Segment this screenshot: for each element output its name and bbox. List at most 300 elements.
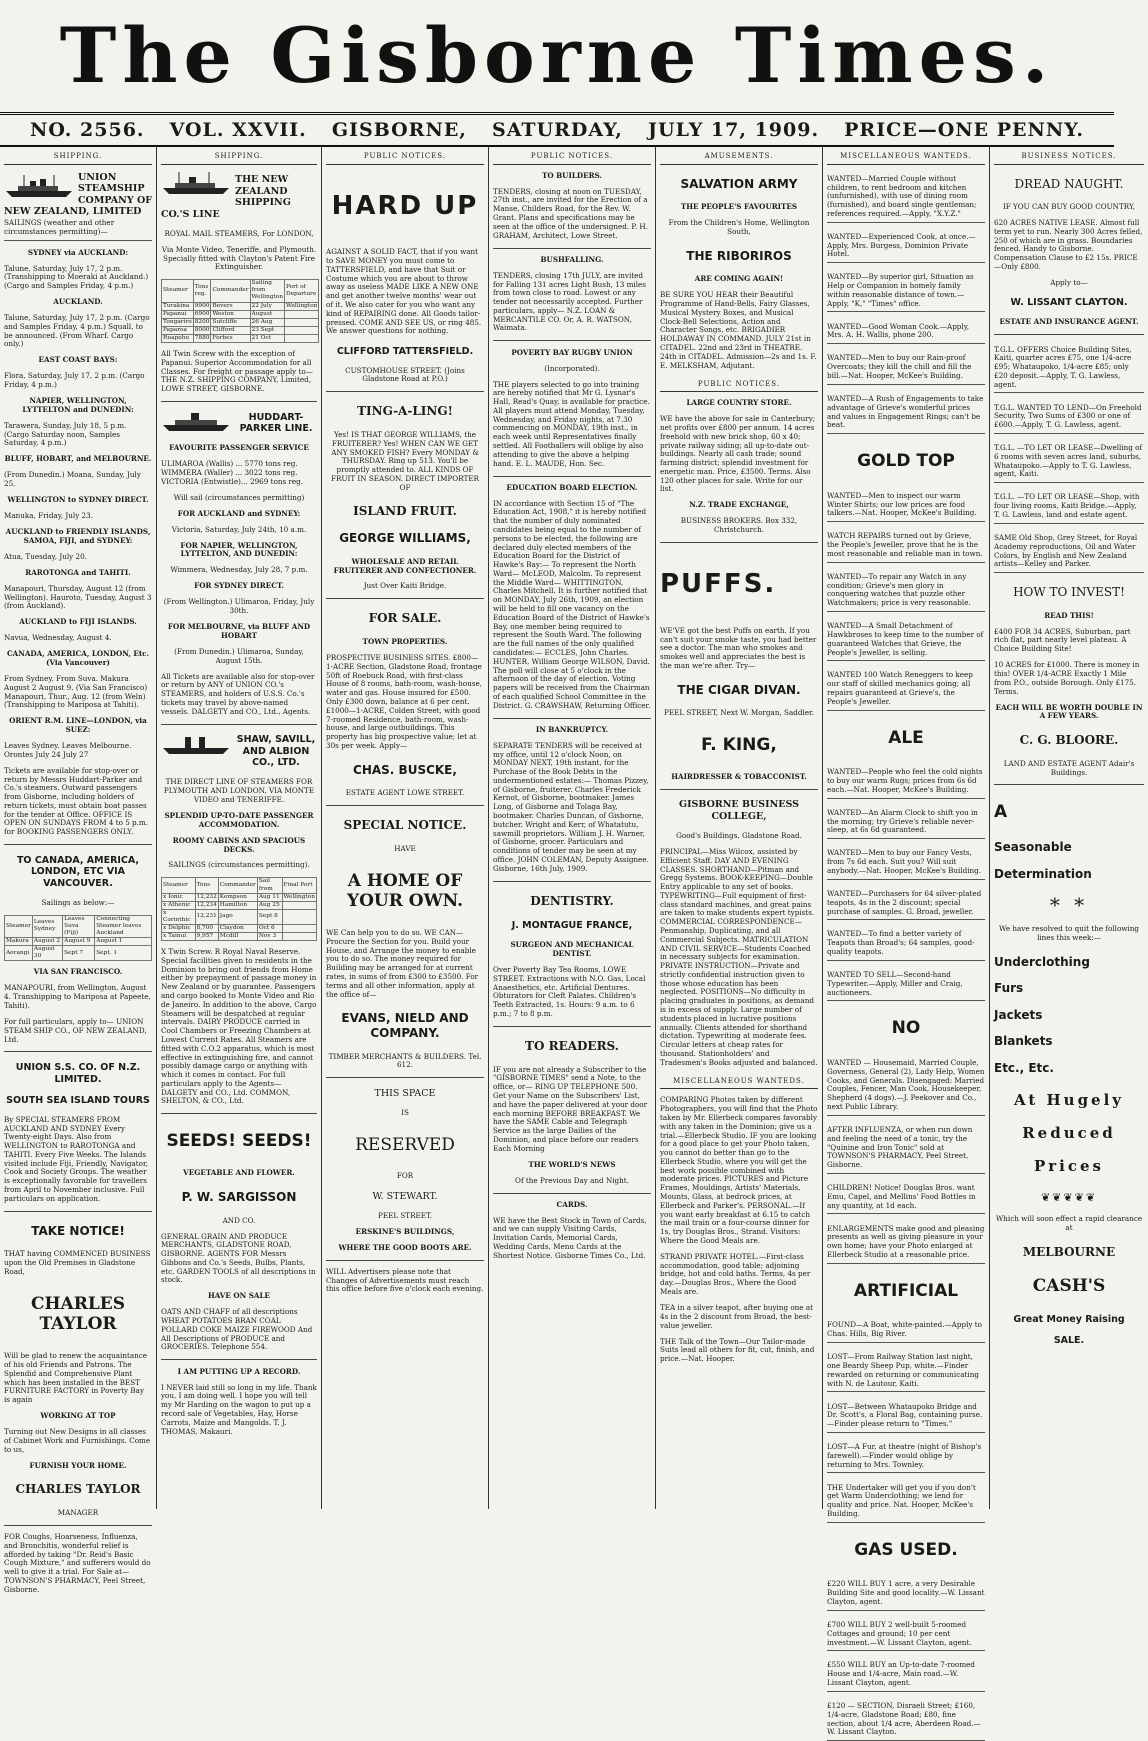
table-cell: 6900 <box>194 310 210 317</box>
ad-text: WE have the Best Stock in Town of Cards, and we can supply Visiting Cards, Invitation Cards, Memorial Cards, Wedding Cards, Menu Cards at the Shortest Notice. Gisborne Times Co., Ltd. <box>493 1215 647 1260</box>
ad-title: SHAW, SAVILL, AND ALBION CO., LTD. <box>236 734 316 769</box>
ad-subtitle: TOWN PROPERTIES. <box>362 637 448 647</box>
ad-title: TING-A-LING! <box>357 404 453 419</box>
ad-title: HOW TO INVEST! <box>1013 585 1125 600</box>
property-ad: £550 WILL BUY an Up-to-date 7-roomed House and 1/4-acre, Main road.—W. Lissant Clayton, agent. <box>827 1658 985 1691</box>
date: JULY 17, 1909. <box>648 119 820 141</box>
ad-text: Good's Buildings, Gladstone Road. <box>676 831 802 841</box>
ad-text: TENDERS, closing 17th JULY, are invited for Falling 131 acres Light Bush, 13 miles from town close to road. Lowest or any tender not necessarily accepted. Further particulars, apply— N.Z. LOAN & MERCANTILE CO. Or, A. R. WATSON, Waimata. <box>493 270 646 333</box>
wanted-ad: WANTED—Experienced Cook, at once.—Apply, Mrs. Burgess, Dominion Private Hotel. <box>827 230 985 263</box>
table-header-cell: Leaves Sydney <box>32 915 62 937</box>
list-item: Furs <box>994 981 1024 996</box>
property-ad: £220 WILL BUY 1 acre, a very Desirable Building Site and good locality.—W. Lissant Clayton, agent. <box>827 1577 985 1610</box>
table-cell: August 30 <box>32 946 62 961</box>
table-cell: August <box>250 310 284 318</box>
route-text: Navua, Wednesday, August 4. <box>4 633 112 643</box>
ad-title: TO CANADA, AMERICA, LONDON, ETC VIA VANCOUVER. <box>16 854 140 889</box>
divider <box>994 784 1144 785</box>
space-line: PEEL STREET. <box>377 1210 433 1220</box>
ad-title: SALVATION ARMY <box>680 176 798 191</box>
divider <box>326 598 484 599</box>
table-row <box>5 938 152 946</box>
ad-text: THAT having COMMENCED BUSINESS upon the Old Premises in Gladstone Road, <box>4 1249 151 1276</box>
ad-name: MELBOURNE <box>1022 1244 1116 1259</box>
ad-line: At Hugely <box>1013 1090 1125 1109</box>
divider <box>326 1260 484 1261</box>
ad-title: TAKE NOTICE! <box>31 1223 125 1238</box>
ad-text: Yes! IS THAT GEORGE WILLIAMS, the FRUITERER? Yes! WHEN CAN WE GET ANY SMOKED FISH? Every MONDAY & THURSDAY. Ring up 513. You'll be promptly attended to. ALL KINDS OF FRUIT IN SEASON. DIRECT IMPORTER OF <box>331 430 479 492</box>
ad-text: OATS AND CHAFF of all descriptions WHEAT POTATOES BRAN COAL POLLARD COKE MAIZE FIREWOOD And All Descriptions of PRODUCE and GROCERIES. Telephone 554. <box>161 1307 313 1352</box>
ad-title: I AM PUTTING UP A RECORD. <box>177 1366 301 1376</box>
ad-subtitle: READ THIS! <box>1044 610 1094 620</box>
ad-role: WHOLESALE AND RETAIL FRUITERER AND CONFECTIONER. <box>333 556 477 575</box>
divider <box>493 718 651 719</box>
list-item: Underclothing <box>994 954 1090 969</box>
route-text: Leaves Sydney. Leaves Melbourne. Orontes July 24 July 27 <box>4 741 132 759</box>
table-cell: Nov 3 <box>257 932 282 940</box>
table-cell: Paparoa <box>162 326 194 334</box>
table-cell: 8,700 <box>195 924 218 932</box>
route-title: FOR SYDNEY DIRECT. <box>194 581 284 591</box>
ad-note: SAILINGS (weather and other circumstances permitting)— <box>4 217 115 236</box>
ad-text: Just Over Kaiti Bridge. <box>363 581 447 591</box>
route-title: FOR AUCKLAND and SYDNEY: <box>177 508 301 518</box>
ad-title: HARD UP <box>331 190 479 221</box>
wanted-ad: WANTED—Good Woman Cook.—Apply, Mrs. A. H. Wallis, phone 200. <box>827 320 985 345</box>
table-header-row <box>162 280 319 302</box>
divider <box>326 391 484 392</box>
wanted-ad: CHILDREN! Notice! Douglas Bros. want Emu, Capel, and Mellins' Food Bottles in any quantity, at 1d each. <box>827 1181 985 1214</box>
table-header-cell: Leaves Suva (Fiji) <box>63 915 95 937</box>
ad-name: C. G. BLOORE. <box>1019 733 1119 748</box>
decorative-stars: * * <box>1049 893 1089 918</box>
ad-text: Which will soon effect a rapid clearance at <box>995 1214 1143 1232</box>
column-header: MISCELLANEOUS WANTEDS. <box>827 150 985 165</box>
ad-text: THE Talk of the Town—Our Tailor-made Suits lead all others for fit, cut, finish, and price.—Nat. Hooper. <box>660 1336 815 1364</box>
table-cell: Sept 7 <box>63 946 95 961</box>
table-cell: 12,231 <box>195 909 218 924</box>
table-header-cell: Tons <box>195 878 218 893</box>
ad-text: SAILINGS (circumstances permitting). <box>168 860 310 870</box>
ad-text: PROSPECTIVE BUSINESS SITES. £800—1-ACRE Section, Gladstone Road, frontage 50ft of Roebuck Road, with first-class House of 8 rooms, bath-room, wash-house, water and gas. House insured for £500. Only £300 down, balance at 6 per cent. £1000—1-ACRE, Colden Street, with good 7-roomed Residence, bath-room, wash-house, and large outbuildings. This property has big prospective value; let at 30s per week. Apply— <box>326 653 483 750</box>
ad-text: TEA in a silver teapot, after buying one at 4s in the 2 discount from Broad, the best-value jeweller. <box>660 1302 814 1330</box>
ad-text: SEPARATE TENDERS will be received at my office, until 12 o'clock Noon, on MONDAY NEXT, 19th instant, for the Purchase of the Book Debts in the undermentioned estates:— Thomas Pizzey, of Gisborne, fruiterer. Charles Frederick Kernot, of Gisborne, bootmaker. James Long, of Gisborne and Tolaga Bay, bootmaker. Charles Duncan, of Gisborne, butcher. Wright and Kerr, of Whatatutu, sawmill proprietors. William J. H. Warner, of Gisborne, grocer. Particulars and conditions of tender may be seen at my office. JOHN COLEMAN, Deputy Assignee. Gisborne, 16th July, 1909. <box>493 740 649 873</box>
wanted-ad: WANTED—An Alarm Clock to shift you in the morning; try Grieve's reliable never-sleep, at 6s 6d guaranteed. <box>827 806 985 839</box>
ad-name: THE RIBORIROS <box>686 248 792 263</box>
section-header: MISCELLANEOUS WANTEDS. <box>660 1075 818 1090</box>
ad-line: WORKING AT TOP <box>40 1411 116 1421</box>
divider <box>161 1113 317 1114</box>
steamship-icon <box>161 170 231 196</box>
space-line: WHERE THE GOOD BOOTS ARE. <box>338 1242 472 1252</box>
ad-title: POVERTY BAY RUGBY UNION <box>511 347 633 357</box>
ad-text: PEEL STREET, Next W. Morgan, Saddler. <box>664 708 814 718</box>
ad-line: ISLAND FRUIT. <box>353 504 457 519</box>
table-cell: 7880 <box>194 334 210 341</box>
ad-name: CLIFFORD TATTERSFIELD. <box>336 345 474 357</box>
wanted-ad: THE Undertaker will get you if you don't get Warm Underclothing; we lend for quality and price. Nat. Hooper, McKee's Building. <box>827 1481 985 1523</box>
ad-text: Via Monte Video, Teneriffe, and Plymouth. Specially fitted with Clayton's Patent Fire Extinguisher. <box>161 244 317 272</box>
column-header: PUBLIC NOTICES. <box>326 150 484 165</box>
wanted-ad: WANTED—By superior girl, Situation as Help or Companion in homely family within reasonable distance of town.—Apply, "K," "Times" office. <box>827 270 985 312</box>
ad-title: SEEDS! SEEDS! <box>166 1131 312 1152</box>
table-header-cell: Steamer <box>162 878 196 893</box>
wanted-ad: WANTED—People who feel the cold nights to buy our warm Rugs; prices from 6s 6d each.—Nat. Hooper, McKee's Building. <box>827 765 985 798</box>
ad-title: CARDS. <box>556 1199 588 1209</box>
ad-text: SPLENDID UP-TO-DATE PASSENGER ACCOMMODATION. <box>164 810 314 829</box>
ad-name: GEORGE WILLIAMS, <box>339 531 471 546</box>
masthead <box>0 0 1114 112</box>
column-public-notices-1 <box>322 147 489 1509</box>
column-business-notices <box>990 147 1148 1509</box>
ad-line: HAVE <box>394 843 416 853</box>
route-text: Talune, Saturday, July 17, 2 p.m. (Cargo and Samples Friday, 4 p.m.) Squall, to be announced. (From Wharf. Cargo only.) <box>4 313 150 349</box>
ad-text: AND CO. <box>222 1215 256 1225</box>
space-line: RESERVED <box>355 1134 455 1155</box>
table-header-cell: Commander <box>211 280 250 302</box>
table-cell: Jago <box>218 909 257 924</box>
table-cell: 8000 <box>194 326 210 333</box>
ad-title: IN BANKRUPTCY. <box>535 724 609 734</box>
ad-line: Great Money Raising <box>1013 1313 1125 1325</box>
ad-text: WE'VE got the best Puffs on earth. If you can't suit your smoke taste, you had better see a doctor. The man who smokes and smokes well and appreciates the best is the man we're after. Try— <box>660 625 817 670</box>
ad-text: IF you are not already a Subscriber to the "GISBORNE TIMES" send a Note, to the office, or— RING UP TELEPHONE 500. Get your Name on the Subscribers' List, and have the paper delivered at your door each morning BEFORE BREAKFAST. We have the SAME Cable and Telegraph Service as the large Dailies of the Dominion, and place before our readers Each Morning <box>493 1064 648 1153</box>
further-note: For full particulars, apply to— UNION STEAM SHIP CO., OF NEW ZEALAND, Ltd. <box>4 1016 147 1044</box>
divider <box>326 1077 484 1078</box>
table-cell: Aorangi <box>5 946 33 961</box>
display-word: ALE <box>888 727 924 748</box>
table-row <box>162 893 317 901</box>
ad-title: GISBORNE BUSINESS COLLEGE, <box>678 799 800 822</box>
ad-title: TO READERS. <box>525 1038 619 1053</box>
table-cell: Hamilton <box>218 901 257 909</box>
ad-title: TO BUILDERS. <box>542 170 602 180</box>
table-header-cell: Sailing from Wellington <box>251 280 283 301</box>
table-cell <box>284 334 318 342</box>
issue-number: NO. 2556. <box>30 119 145 141</box>
ad-subtitle: VEGETABLE AND FLOWER. <box>183 1168 295 1178</box>
ad-text: AGAINST A SOLID FACT, that if you want to SAVE MONEY you must come to TATTERSFIELD, and have that Suit or Costume which you are about to throw away as useless MADE LIKE A NEW ONE and get another twelve months' wear out of it. We also cater for you who want any kind of REPAIRING done. All Goods tailor-pressed. COME AND SEE US, or ring 485. We answer questions for nothing. <box>326 247 482 336</box>
ad-role: MANAGER <box>57 1507 99 1517</box>
ad-text: TENDERS, closing at noon on TUESDAY, 27th inst., are invited for the Erection of a Manse, Childers Road, for the Rev. W. Grant. Plans and specifications may be seen at the office of the undersigned. P. H. GRAHAM, Architect, Lowe Street. <box>493 186 648 240</box>
ad-role: ESTATE AND INSURANCE AGENT. <box>999 317 1139 327</box>
route-text: Tarawera, Sunday, July 18, 5 p.m. (Cargo Saturday noon, Samples Saturday, 4 p.m.) <box>4 420 127 448</box>
table-row <box>162 326 319 334</box>
column-amusements <box>656 147 823 1509</box>
wanted-ad: WANTED—Purchasers for 64 silver-plated teapots, 4s in the 2 discount; special purchase of samples. G. Broad, jeweller. <box>827 887 985 920</box>
ad-text: WE Can help you to do so. WE CAN— Procure the Section for you. Build your House, and Arrange the money to enable you to do so. The money required for Building may be arranged for at current rates, in sums of from £300 to £3500. For terms and all other information, apply at the office of— <box>326 928 479 999</box>
volume: VOL. XXVII. <box>169 119 307 141</box>
column-header: BUSINESS NOTICES. <box>994 150 1144 165</box>
ad-text: £400 FOR 34 ACRES, Suburban, part rich flat, part nearly level plateau. A Choice Building Site! <box>994 626 1131 654</box>
wanted-ad: WANTED—Men to buy our Rain-proof Overcoats; they kill the chill and fill the bill.—Nat. Hooper, McKee's Building. <box>827 351 985 384</box>
ad-text: Will sail (circumstances permitting) <box>173 492 305 502</box>
divider <box>493 881 651 882</box>
section-header: PUBLIC NOTICES. <box>660 378 818 393</box>
divider <box>161 1359 317 1360</box>
display-word: GOLD TOP <box>857 451 955 472</box>
divider <box>493 476 651 477</box>
route-text: Manuka, Friday, July 23. <box>4 511 93 521</box>
ad-name: P. W. SARGISSON <box>181 1189 297 1204</box>
route-text: Manapouri, Thursday, August 12 (from Wellington). Hauroto, Tuesday, August 3 (from Auckland). <box>4 583 152 611</box>
ad-name: N.Z. TRADE EXCHANGE, <box>689 500 789 510</box>
tgl-ad: T.G.L. WANTED TO LEND—On Freehold Security, Two Sums of £300 or one of £600.—Apply, T. G. Lawless, agent. <box>994 401 1144 434</box>
table-cell: Weston <box>211 310 250 318</box>
ad-text: Over Poverty Bay Tea Rooms, LOWE STREET. Extractions with N.O. Gas, Local Anaesthetics, etc. Artificial Dentures. Obturators for Cleft Palates. Children's Teeth Extracted, 1s. Hours: 9 a.m. to 6 p.m.; 7 to 8 p.m. <box>493 965 646 1019</box>
divider <box>161 401 317 402</box>
route-title: FOR NAPIER, WELLINGTON, LYTTELTON, AND DUNEDIN: <box>180 540 298 559</box>
route-text: Talune, Saturday, July 17, 2 p.m. (Transhipping to Moeraki at Auckland.) (Cargo and Samples Friday, 4 p.m.) <box>4 263 149 291</box>
table-header-cell: Port of Departure <box>284 280 318 302</box>
ad-title: SPECIAL NOTICE. <box>343 818 467 833</box>
table-cell: Sutcliffe <box>211 318 250 326</box>
column-header: SHIPPING. <box>4 150 152 165</box>
table-cell <box>282 901 317 909</box>
divider <box>994 334 1144 335</box>
ad-subtitle: SOUTH SEA ISLAND TOURS <box>6 1094 150 1106</box>
ad-role: ESTATE AGENT LOWE STREET. <box>345 788 465 798</box>
table-row <box>162 924 317 932</box>
tickets-note: Tickets are available for stop-over or return by Messrs Huddart-Parker and Co.'s steamers. Outward passengers from Gisborne, including holders of return tickets, must obtain boat passes for the tender at Office. OFFICE IS OPEN ON SUNDAYS FROM 4 to 5 p.m. for BOOKING PASSENGERS ONLY. <box>4 765 149 837</box>
route-title: WELLINGTON to SYDNEY DIRECT. <box>7 495 149 505</box>
ad-text: IN accordance with Section 15 of "The Education Act, 1908," it is hereby notified that the number of duly nominated candidates being equal to the number of persons to be elected, the following are declared duly elected members of the Education Board for the District of Hawke's Bay:— To represent the North Ward— McLEOD, Malcolm. To represent the Middle Ward— WHITTINGTON, Charles Mitchell. It is further notified that on MONDAY, July 26th, 1909, an election will be held to fill one vacancy on the Education Board of the District of Hawke's Bay, one member being required to represent the South Ward. The following are the full names of the only qualified candidates:— ECCLES, John Charles. HUNTER, William George WILSON, David. The poll will close at 5 o'clock in the afternoon of the day of election. Voting papers will be received from the Chairman of each qualified School Committee in the District. G. CRAWSHAW, Returning Officer. <box>493 498 651 710</box>
space-line: ERSKINE'S BUILDINGS, <box>355 1226 455 1236</box>
wanted-ad: WANTED TO SELL—Second-hand Typewriter.—Apply, Miller and Craig, auctioneers. <box>827 968 985 1001</box>
table-cell: Clifford <box>211 326 250 334</box>
ad-role: HAIRDRESSER & TOBACCONIST. <box>671 771 807 781</box>
ad-line: Reduced <box>1022 1124 1116 1143</box>
ad-title: DENTISTRY. <box>530 893 614 908</box>
tgl-ad: T.G.L. —TO LET OR LEASE—Shop, with four living rooms, Kaiti Bridge.—Apply, T. G. Lawless, land and estate agent. <box>994 490 1144 523</box>
display-word: GAS USED. <box>854 1539 958 1560</box>
table-header-cell: Connecting Steamer leaves Auckland <box>95 915 152 937</box>
table-cell: Turakina <box>162 302 194 310</box>
table-cell: Aug 11 <box>257 893 282 901</box>
space-line: W. STEWART. <box>372 1190 438 1202</box>
route-text: Victoria, Saturday, July 24th, 10 a.m. <box>171 524 307 534</box>
decorative-border-icon: ❦❦❦❦❦ <box>1040 1190 1098 1204</box>
ad-line: Seasonable <box>994 840 1072 855</box>
table-cell: Wellington <box>285 302 318 309</box>
ad-text: CUSTOMHOUSE STREET. (Joins Gladstone Road at P.O.) <box>345 365 465 384</box>
tgl-ad: T.G.L. OFFERS Choice Building Sites, Kaiti, quarter acres £75, one 1/4-acre £95; Whataupoko, 1/4-acre £85; only £20 deposit.—Apply, T. G. Lawless, agent. <box>994 343 1144 394</box>
table-header-cell: Tons reg. <box>193 280 211 302</box>
route-title: BLUFF, HOBART, and MELBOURNE. <box>4 454 152 464</box>
table-cell: Tongariro <box>163 318 192 325</box>
table-cell <box>282 924 317 932</box>
ad-note: Sailings as below:— <box>41 897 115 907</box>
masthead-title: The Gisborne Times. <box>59 11 1055 100</box>
ad-text: Will be glad to renew the acquaintance of his old Friends and Patrons. The Splendid and Comprehensive Plant which has been installed in the BEST FURNITURE FACTORY in Poverty Bay is again <box>4 1351 148 1405</box>
table-cell <box>284 310 318 318</box>
table-header-cell: Final Port <box>282 878 317 893</box>
table-header-cell: Commander <box>218 878 257 893</box>
ad-line: HAVE ON SALE <box>207 1291 271 1301</box>
space-line: IS <box>401 1107 409 1117</box>
ad-text: Turning out New Designs in all classes of Cabinet Work and Furnishings. Come to us, <box>4 1427 151 1454</box>
table-cell: x Tainui <box>162 932 196 940</box>
column-miscellaneous-wanteds <box>823 147 990 1737</box>
ad-role: SURGEON AND MECHANICAL DENTIST. <box>510 940 634 959</box>
wanted-ad: WANTED—Men to buy our Fancy Vests, from 7s 6d each. Suit you? Will suit anybody.—Nat. Hooper, McKee's Building. <box>827 846 985 879</box>
column-header: AMUSEMENTS. <box>660 150 818 165</box>
ad-text: GENERAL GRAIN AND PRODUCE MERCHANTS, GLADSTONE ROAD, GISBORNE. AGENTS FOR Messrs Gibbons and Co.'s Seeds, Bulbs, Plants, etc. GARDEN TOOLS of all descriptions in stock. <box>161 1231 316 1285</box>
table-header-cell: Steamer <box>5 915 33 937</box>
ad-title: EDUCATION BOARD ELECTION. <box>506 482 638 492</box>
column-header: SHIPPING. <box>161 150 317 165</box>
route-title: CANADA, AMERICA, LONDON, Etc. (Via Vancouver) <box>6 649 150 667</box>
table-row <box>162 310 319 318</box>
ad-name: W. LISSANT CLAYTON. <box>1010 297 1128 309</box>
table-row <box>162 302 319 310</box>
vancouver-table <box>4 915 152 961</box>
route-title: VIA SAN FRANCISCO. <box>33 967 123 977</box>
route-title: AUCKLAND to FIJI ISLANDS. <box>19 617 137 627</box>
ad-line: Prices <box>1033 1157 1104 1176</box>
display-word: ARTIFICIAL <box>853 1280 959 1301</box>
table-cell: August 9 <box>63 938 95 946</box>
steamship-icon <box>161 407 231 433</box>
wanted-ad: WANTED—To find a better variety of Teapots than Broad's; 64 samples, good-quality teapots. <box>827 927 985 960</box>
divider <box>161 724 317 725</box>
table-cell: Oct 6 <box>257 924 282 932</box>
divider <box>493 1193 651 1194</box>
list-item: Etc., Etc. <box>994 1061 1054 1076</box>
ad-line: EACH WILL BE WORTH DOUBLE IN A FEW YEARS. <box>995 702 1143 721</box>
tgl-ad: T.G.L. —TO LET OR LEASE—Dwelling of 6 rooms with seven acres land, suburbs, Whataupoko.—Apply to T. G. Lawless, agent, Kaiti. <box>994 441 1144 483</box>
divider <box>493 248 651 249</box>
divider <box>493 1026 651 1027</box>
route-text: (From Dunedin.) Moana, Sunday, July 25. <box>4 470 141 489</box>
table-cell: Wellington <box>283 893 315 900</box>
table-cell: 12,232 <box>196 893 217 900</box>
weekday: SATURDAY, <box>492 119 623 141</box>
ad-name: EVANS, NIELD AND COMPANY. <box>341 1011 469 1040</box>
ad-text: X Twin Screw. R Royal Naval Reserve. Special facilities given to residents in the Dominion to bring out friends from Home either by prepayment of passage money in New Zealand or by guarantee. Passengers and cargo booked to Monte Video and Rio de Janeiro. In addition to the above, Cargo Steamers will be despatched at regular intervals. DAIRY PRODUCE carried in Cool Chambers or Freezing Chambers at Lowest Current Rates. All Steamers are fitted with C.O.2 apparatus, which is most effective in extinguishing fire, and cannot possibly damage cargo or anything with which it comes in contact. For full particulars apply to the Agents— DALGETY and CO., Ltd. COMMON, SHELTON, & CO., Ltd. <box>161 947 317 1106</box>
ad-line: FURNISH YOUR HOME. <box>29 1460 127 1470</box>
route-title: AUCKLAND. <box>53 297 103 307</box>
ad-text: We have resolved to quit the following lines this week:— <box>999 924 1139 942</box>
ad-name: CHAS. BUSCKE, <box>353 762 457 777</box>
wanted-ad: LOST—A Fur, at theatre (night of Bishop's farewell).—Finder would oblige by returning to Mrs. Townley. <box>827 1440 985 1473</box>
table-cell: Mcdill <box>218 932 257 940</box>
ad-name: CASH'S <box>1032 1276 1106 1297</box>
ad-text: PRINCIPAL—Miss Wilcox, assisted by Efficient Staff. DAY AND EVENING CLASSES. SHORTHAND—Pitman and Gregg Systems. BOOK-KEEPING—Double Entry applicable to any set of books. TYPEWRITING—Full equipment of first-class standard machines, and great pains are taken to make students expert typists. COMMERCIAL CORRESPONDENCE—Penmanship, Duplicating, and all Commercial Subjects. MATRICULATION AND CIVIL SERVICE—Students Coached in necessary subjects for examination. PRIVATE INSTRUCTION—Private and strictly confidential instruction given to those whose education has been neglected. POSITIONS—No difficulty in placing graduates in positions, as demand is in excess of supply. Large number of students placed in lucrative positions annually. Clients attended for shorthand dictation. Typewriting at moderate fees. Circular letters at cheap rates for thousand. Stationholders' and Tradesmen's Books adjusted and balanced. <box>660 846 818 1067</box>
route-title: ORIENT R.M. LINE—LONDON, via SUEZ: <box>9 716 147 735</box>
columns <box>0 147 1143 1737</box>
route-title: RAROTONGA and TAHITI. <box>25 567 131 577</box>
ad-title: UNION STEAMSHIP COMPANY OF NEW ZEALAND, LIMITED <box>4 171 152 218</box>
ad-name: F. KING, <box>701 735 777 756</box>
route-title: NAPIER, WELLINGTON, LYTTELTON and DUNEDIN: <box>22 396 134 414</box>
table-cell: 12,234 <box>196 901 217 908</box>
table-cell: 26 Aug <box>250 318 284 326</box>
ad-name: CHARLES TAYLOR <box>15 1482 141 1497</box>
table-header-row <box>5 915 152 937</box>
ad-name: J. MONTAGUE FRANCE, <box>511 920 633 932</box>
table-cell: 21 Oct <box>250 334 284 342</box>
table-cell: August 2 <box>32 938 62 946</box>
ad-text: THE players selected to go into training are hereby notified that Mr G. Lysnar's Hall, Read's Quay, is available for practice. All players must attend Monday, Tuesday, Wednesday, and Friday nights, at 7.30 commencing on MONDAY, 19th inst., in each week until Representatives finally settled. All Footballers will oblige by also attending to give the above a helping hand. E. L. MAUDE, Hon. Sec. <box>493 379 650 468</box>
ad-title: THE NEW ZEALAND SHIPPING CO.'S LINE <box>161 174 291 220</box>
ad-text: WE have the above for sale in Canterbury; net profits over £800 per annum. 14 acres freehold with new brick shop, 60 x 40; private railway siding; all up-to-date out-buildings. Nearly all cash trade; sound farming district; splendid investment for energetic man. Price, £3500. Terms. Also 120 other places for sale. Write for our list. <box>660 414 816 494</box>
ad-subtitle: FAVOURITE PASSENGER SERVICE <box>169 443 309 453</box>
route-title: AUCKLAND to FRIENDLY ISLANDS, SAMOA, FIJI, and SYDNEY: <box>5 527 151 545</box>
price: PRICE—ONE PENNY. <box>844 119 1084 141</box>
table-cell <box>284 318 318 326</box>
table-cell: Makura <box>5 938 33 946</box>
table-header-cell: Steamer <box>162 280 194 302</box>
table-cell: x Delphic <box>162 924 196 932</box>
ad-subtitle: ROYAL MAIL STEAMERS, For LONDON, <box>164 228 314 238</box>
table-cell: Sept. 1 <box>95 946 152 961</box>
table-cell: 23 Sept <box>250 326 284 334</box>
table-cell: Bevers <box>211 302 250 310</box>
wanted-ad: ENLARGEMENTS make good and pleasing presents as well as giving pleasure in your own home; have your Photo enlarged at Ellerbeck Studio at a reasonable price. <box>827 1222 985 1264</box>
table-cell: 8200 <box>194 318 210 325</box>
route-text: (From Wellington.) Ulimaroa, Friday, July 30th. <box>163 597 315 616</box>
divider <box>4 1051 152 1052</box>
steamship-icon <box>161 730 231 756</box>
ad-subtitle: (Incorporated). <box>544 363 600 373</box>
property-ad: £700 WILL BUY 2 well-built 5-roomed Cottages and ground; 10 per cent investment.—W. Lissant Clayton, agent. <box>827 1618 985 1651</box>
display-word: NO <box>891 1018 921 1039</box>
ad-line: ARE COMING AGAIN! <box>694 274 784 284</box>
ad-text: From the Children's Home, Wellington South, <box>668 218 810 236</box>
steamship-icon <box>4 173 74 199</box>
table-cell: Forbes <box>211 334 250 342</box>
ad-text: THE DIRECT LINE OF STEAMERS FOR PLYMOUTH AND LONDON, VIA MONTE VIDEO and TENERIFFE. <box>163 777 315 805</box>
ad-text: BE SURE YOU HEAR their Beautiful Programme of Hand-Bells, Fairy Glasses, Musical Mystery Boxes, and Musical Clock-Bell Selections, Action and Character Songs, etc. BRIGADIER HOLDAWAY IN COMMAND. JULY 21st in CITADEL. 22nd and 23rd in THEATRE. 24th in CITADEL. Admission—2s and 1s. F. E. MELKSHAM, Adjutant. <box>660 290 817 370</box>
ad-text: All Twin Screw with the exception of Papanui. Superior Accommodation for all Classes. For freight or passage apply to— THE N.Z. SHIPPING COMPANY, Limited, LOWE STREET, GISBORNE. <box>161 349 313 394</box>
ad-text: By SPECIAL STEAMERS FROM AUCKLAND AND SYDNEY Every Twenty-eight Days. Also from WELLINGTON to RAROTONGA and TAHITI. Every Five Weeks. The Islands visited include Fiji, Friendly, Navigator, Cook and Society Groups. The weather is exceptionally favorable for travellers from April to November inclusive. Full particulars on application. <box>4 1114 148 1203</box>
route-text: Wimmera, Wednesday, July 28, 7 p.m. <box>170 565 308 575</box>
wanted-ad: AFTER INFLUENZA, or when run down and feeling the need of a tonic, try the "Quinine and Iron Tonic" sold at TOWNSON'S PHARMACY, Peel Street, Gisborne. <box>827 1123 985 1174</box>
table-cell: x Athenic <box>162 901 196 909</box>
ad-role: TIMBER MERCHANTS & BUILDERS. Tel. 612. <box>328 1051 482 1070</box>
ad-union-steamship <box>4 168 152 242</box>
ad-role: LAND AND ESTATE AGENT Adair's Buildings. <box>1003 758 1135 777</box>
ad-title: UNION S.S. CO. OF N.Z. LIMITED. <box>15 1061 141 1085</box>
ad-line: IF YOU CAN BUY GOOD COUNTRY, <box>1002 202 1136 212</box>
table-cell <box>284 326 318 334</box>
ad-name: THE CIGAR DIVAN. <box>677 682 801 697</box>
wanted-ad: WANTED 100 Watch Reneggers to keep our staff of skilled mechanics going; all repairs guaranteed at Grieve's, the People's Jeweller. <box>827 668 985 710</box>
ad-line: A <box>994 802 1008 823</box>
space-line: FOR <box>396 1171 414 1181</box>
column-public-notices-2 <box>489 147 656 1509</box>
table-cell: x Corinthic <box>162 909 196 924</box>
divider <box>660 542 818 543</box>
wanted-ad: LOST—Between Whataupoko Bridge and Dr. Scott's, a Floral Bag, containing purse.—Finder please return to "Times." <box>827 1400 985 1433</box>
table-cell <box>282 909 317 924</box>
table-cell: Sept 8 <box>257 909 282 924</box>
ad-text: 620 ACRES NATIVE LEASE. Almost full term yet to run. Nearly 300 Acres felled, 250 of which are in grass. Boundaries fenced. Handy to Gisborne. Compensation Clause to £2 15s. PRICE—Only £800. <box>994 218 1143 272</box>
table-cell: Ruapehu <box>162 334 194 342</box>
table-row <box>162 901 317 909</box>
divider <box>4 844 152 845</box>
ad-name: CHARLES TAYLOR <box>30 1293 126 1335</box>
wanted-ad: WANTED—A Rush of Engagements to take advantage of Grieve's wonderful prices and values in Engagement Rings; can't be beat. <box>827 392 985 434</box>
route-title: FOR MELBOURNE, via BLUFF AND HOBART <box>167 622 311 640</box>
column-shipping-2 <box>157 147 322 1509</box>
table-row <box>5 946 152 961</box>
space-line: THIS SPACE <box>374 1087 436 1099</box>
ad-text: I NEVER laid still so long in my life. Thank you, I am doing well. I hope you will tell my Mr Harding on the wagon to put up a record sale of Vegetables, Hay, Horse Carrots, Maize and Mangolds. T. J. THOMAS, Makauri. <box>161 1382 317 1436</box>
ad-text: SAME Old Shop, Grey Street, for Royal Academy reproductions, Oil and Water Colors, by English and New Zealand artists—Kelley and Parker. <box>994 531 1144 573</box>
ad-text: 10 ACRES for £1000. There is money in this! OVER 1/4-ACRE Exactly 1 Mile from P.O., outside Borough. Only £175. Terms. <box>994 660 1140 696</box>
